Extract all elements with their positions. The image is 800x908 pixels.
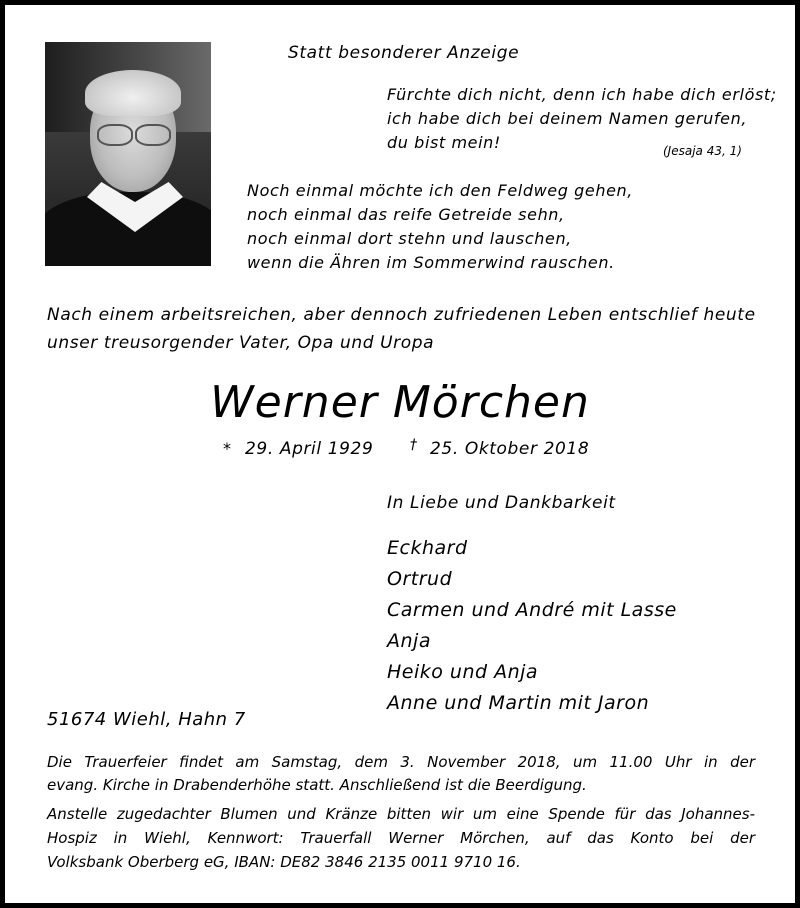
- death-date: 25. Oktober 2018: [430, 439, 590, 459]
- verse-reference: (Jesaja 43, 1): [663, 144, 742, 158]
- mourner-name: Anne und Martin mit Jaron: [387, 692, 650, 714]
- poem-line: wenn die Ähren im Sommerwind rauschen.: [247, 253, 615, 272]
- mourner-name: Eckhard: [387, 537, 468, 559]
- funeral-line: Die Trauerfeier findet am Samstag, dem 3. November 2018, um 11.00 Uhr in der: [47, 753, 755, 771]
- mourner-name: Heiko und Anja: [387, 661, 539, 683]
- donation-line: Volksbank Oberberg eG, IBAN: DE82 3846 2135 0011 9710 16.: [47, 853, 521, 871]
- verse-line: ich habe dich bei deinem Namen gerufen,: [387, 109, 748, 128]
- poem-line: noch einmal dort stehn und lauschen,: [247, 229, 572, 248]
- address: 51674 Wiehl, Hahn 7: [47, 709, 246, 730]
- deceased-name: Werner Mörchen: [210, 377, 590, 428]
- funeral-line: evang. Kirche in Drabenderhöhe statt. Anschließend ist die Beerdigung.: [47, 776, 587, 794]
- death-symbol: †: [410, 437, 418, 453]
- birth-date: 29. April 1929: [245, 439, 374, 459]
- mourner-name: Anja: [387, 630, 431, 652]
- verse-line: du bist mein!: [387, 133, 501, 152]
- mourners-heading: In Liebe und Dankbarkeit: [387, 493, 616, 513]
- mourner-name: Ortrud: [387, 568, 453, 590]
- donation-line: Hospiz in Wiehl, Kennwort: Trauerfall Werner Mörchen, auf das Konto bei der: [47, 829, 755, 847]
- donation-line: Anstelle zugedachter Blumen und Kränze bitten wir um eine Spende für das Johannes-: [47, 805, 755, 823]
- poem-line: Noch einmal möchte ich den Feldweg gehen,: [247, 181, 633, 200]
- intro-line: unser treusorgender Vater, Opa und Uropa: [47, 333, 435, 353]
- verse-line: Fürchte dich nicht, denn ich habe dich erlöst;: [387, 85, 777, 104]
- notice-header: Statt besonderer Anzeige: [288, 43, 520, 63]
- mourner-name: Carmen und André mit Lasse: [387, 599, 677, 621]
- intro-line: Nach einem arbeitsreichen, aber dennoch zufriedenen Leben entschlief heute: [47, 305, 756, 325]
- poem-line: noch einmal das reife Getreide sehn,: [247, 205, 565, 224]
- birth-symbol: *: [223, 439, 232, 458]
- portrait-photo: [45, 42, 211, 266]
